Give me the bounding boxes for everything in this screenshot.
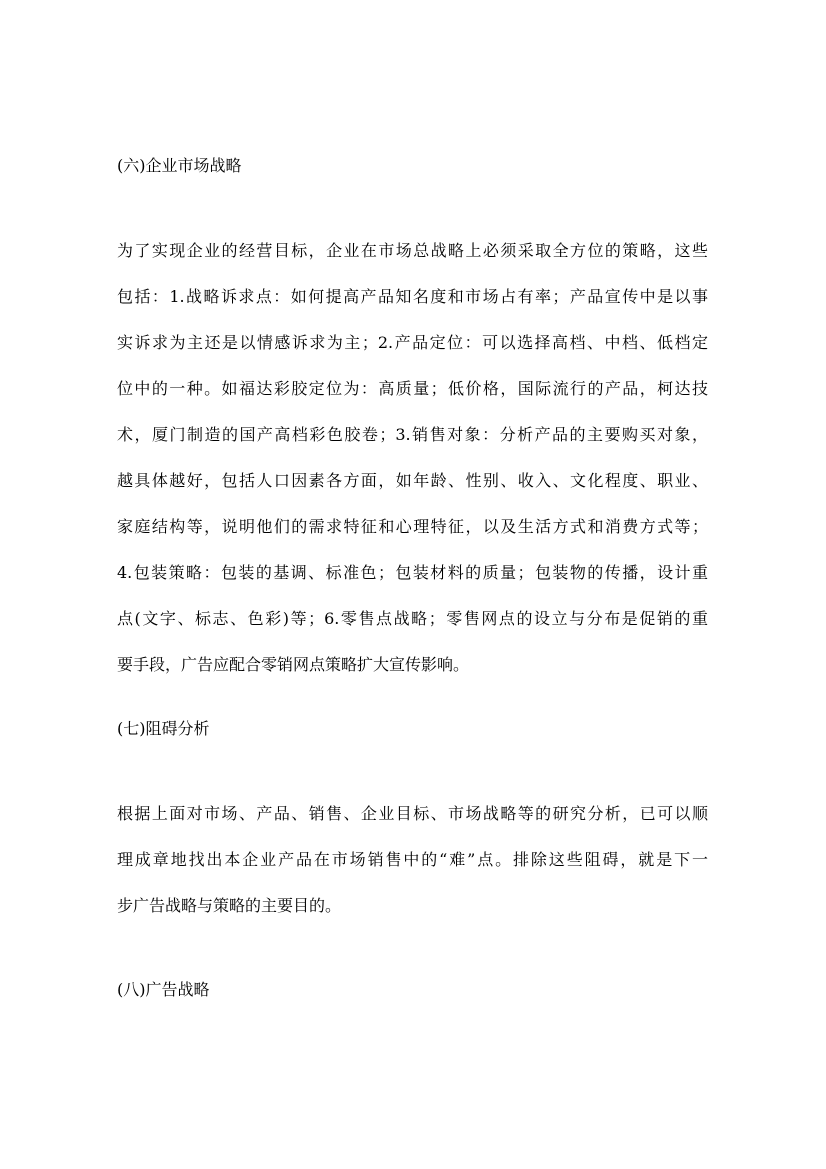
paragraph-line: 实诉求为主还是以情感诉求为主；2.产品定位：可以选择高档、中档、低档定	[117, 333, 708, 352]
paragraph-line: 根据上面对市场、产品、销售、企业目标、市场战略等的研究分析，已可以顺	[117, 804, 708, 823]
paragraph-line: 术，厦门制造的国产高档彩色胶卷；3.销售对象：分析产品的主要购买对象，	[117, 425, 708, 444]
section-heading-market-strategy: (六)企业市场战略	[117, 156, 242, 175]
section-heading-advertising-strategy: (八)广告战略	[117, 980, 210, 999]
paragraph-line: 要手段，广告应配合零销网点策略扩大宣传影响。	[117, 655, 470, 674]
paragraph-line: 步广告战略与策略的主要目的。	[117, 896, 342, 915]
section-heading-obstacle-analysis: (七)阻碍分析	[117, 719, 210, 738]
paragraph-line: 家庭结构等，说明他们的需求特征和心理特征，以及生活方式和消费方式等；	[117, 517, 708, 536]
paragraph-line: 点(文字、标志、色彩)等；6.零售点战略；零售网点的设立与分布是促销的重	[117, 609, 708, 628]
paragraph-line: 理成章地找出本企业产品在市场销售中的“难”点。排除这些阻碍，就是下一	[117, 850, 708, 869]
paragraph-line: 位中的一种。如福达彩胶定位为：高质量；低价格，国际流行的产品，柯达技	[117, 379, 708, 398]
paragraph-line: 越具体越好，包括人口因素各方面，如年龄、性别、收入、文化程度、职业、	[117, 471, 708, 490]
paragraph-line: 为了实现企业的经营目标，企业在市场总战略上必须采取全方位的策略，这些	[117, 241, 708, 260]
paragraph-line: 包括：1.战略诉求点：如何提高产品知名度和市场占有率；产品宣传中是以事	[117, 287, 708, 306]
paragraph-line: 4.包装策略：包装的基调、标准色；包装材料的质量；包装物的传播，设计重	[117, 563, 708, 582]
